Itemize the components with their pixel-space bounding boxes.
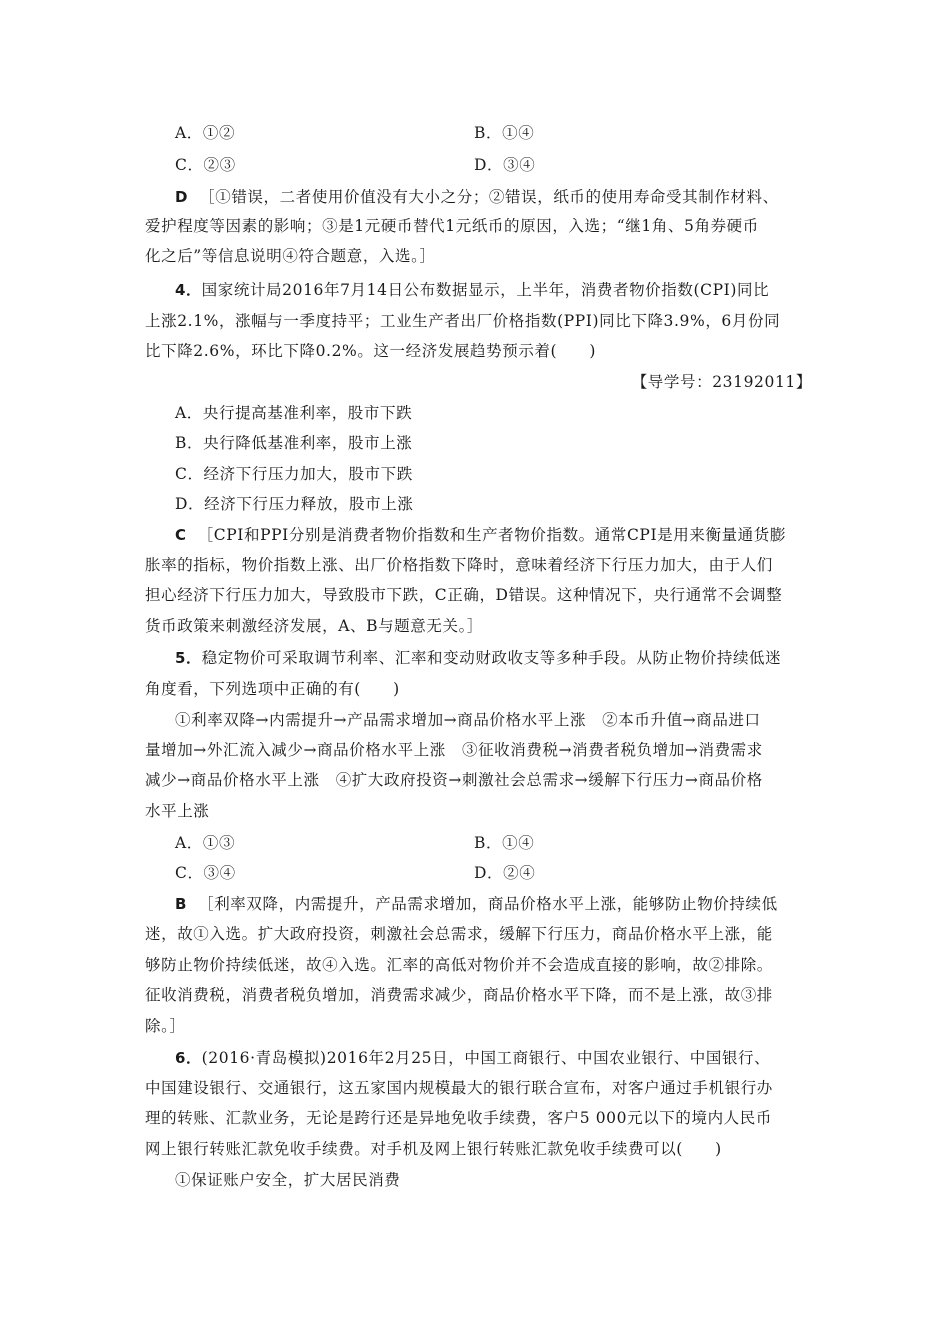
q4-answer: C [175, 526, 187, 544]
q4-explanation-text: ［CPI和PPI分别是消费者物价指数和生产者物价指数。通常CPI是用来衡量通货膨 [197, 526, 786, 544]
q4-explanation-line [175, 525, 786, 545]
q4-stem-line: 比下降2.6%，环比下降0.2%。这一经济发展趋势预示着( ) [145, 342, 597, 360]
q4-number: 4． [175, 281, 202, 299]
q4-option-b: B．央行降低基准利率，股市上涨 [175, 434, 413, 452]
q5-item-line: 水平上涨 [145, 802, 210, 820]
q5-stem-line: 角度看，下列选项中正确的有( ) [145, 680, 400, 698]
q3-option-b: B．①④ [474, 124, 535, 142]
q4-stem-line [175, 280, 769, 300]
q5-item-line: 量增加→外汇流入减少→商品价格水平上涨 ③征收消费税→消费者税负增加→消费需求 [145, 741, 763, 759]
q5-option-a: A．①③ [175, 834, 236, 852]
q5-explanation-line: 征收消费税，消费者税负增加，消费需求减少，商品价格水平下降，而不是上涨，故③排 [145, 986, 773, 1004]
q5-stem-text: 稳定物价可采取调节利率、汇率和变动财政收支等多种手段。从防止物价持续低迷 [201, 649, 782, 667]
q5-option-c: C．③④ [175, 864, 236, 882]
q5-number: 5． [175, 649, 202, 667]
q5-item-line: ①利率双降→内需提升→产品需求增加→商品价格水平上涨 ②本币升值→商品进口 [175, 711, 761, 729]
q6-item-line: ①保证账户安全，扩大居民消费 [175, 1171, 401, 1189]
q4-explanation-line: 胀率的指标，物价指数上涨、出厂价格指数下降时，意味着经济下行压力加大，由于人们 [145, 556, 773, 574]
q5-item-line: 减少→商品价格水平上涨 ④扩大政府投资→刺激社会总需求→缓解下行压力→商品价格 [145, 771, 763, 789]
q5-explanation-line [175, 894, 778, 914]
guide-number: 【导学号：23192011】 [631, 373, 812, 391]
q4-stem-line: 上涨2.1%，涨幅与一季度持平；工业生产者出厂价格指数(PPI)同比下降3.9%，6月份同 [145, 312, 781, 330]
q4-explanation-line: 货币政策来刺激经济发展，A、B与题意无关。］ [145, 617, 484, 635]
q6-stem-text: (2016·青岛模拟)2016年2月25日，中国工商银行、中国农业银行、中国银行、 [201, 1049, 771, 1067]
q4-option-c: C．经济下行压力加大，股市下跌 [175, 465, 413, 483]
q6-stem-line: 中国建设银行、交通银行，这五家国内规模最大的银行联合宣布，对客户通过手机银行办 [145, 1079, 773, 1097]
q3-answer: D [175, 188, 189, 206]
q3-explanation-line [175, 187, 779, 207]
q6-stem-line: 网上银行转账汇款免收手续费。对手机及网上银行转账汇款免收手续费可以( ) [145, 1140, 722, 1158]
q5-explanation-text: ［利率双降，内需提升，产品需求增加，商品价格水平上涨，能够防止物价持续低 [198, 895, 778, 913]
q6-stem-line [175, 1048, 770, 1068]
q4-option-d: D．经济下行压力释放，股市上涨 [175, 495, 414, 513]
q3-option-c: C．②③ [175, 156, 236, 174]
q5-stem-line [175, 648, 781, 668]
q4-explanation-line: 担心经济下行压力加大，导致股市下跌，C正确，D错误。这种情况下，央行通常不会调整 [145, 586, 783, 604]
q3-option-d: D．③④ [474, 156, 536, 174]
q3-explanation-text: ［①错误，二者使用价值没有大小之分；②错误，纸币的使用寿命受其制作材料、 [199, 188, 779, 206]
q5-explanation-line: 够防止物价持续低迷，故④入选。汇率的高低对物价并不会造成直接的影响，故②排除。 [145, 956, 773, 974]
q5-option-b: B．①④ [474, 834, 535, 852]
q3-explanation-line: 化之后”等信息说明④符合题意，入选。］ [145, 247, 436, 265]
q5-explanation-line: 除。］ [145, 1017, 186, 1035]
q4-stem-text: 国家统计局2016年7月14日公布数据显示，上半年，消费者物价指数(CPI)同比 [201, 281, 770, 299]
q5-answer: B [175, 895, 188, 913]
q4-option-a: A．央行提高基准利率，股市下跌 [175, 404, 413, 422]
q6-number: 6． [175, 1049, 202, 1067]
q5-option-d: D．②④ [474, 864, 536, 882]
q3-explanation-line: 爱护程度等因素的影响；③是1元硬币替代1元纸币的原因，入选；“继1角、5角券硬币 [145, 217, 759, 235]
q5-explanation-line: 迷，故①入选。扩大政府投资，刺激社会总需求，缓解下行压力，商品价格水平上涨，能 [145, 925, 773, 943]
q6-stem-line: 理的转账、汇款业务，无论是跨行还是异地免收手续费，客户5 000元以下的境内人民币 [145, 1109, 772, 1127]
q3-option-a: A．①② [175, 124, 236, 142]
